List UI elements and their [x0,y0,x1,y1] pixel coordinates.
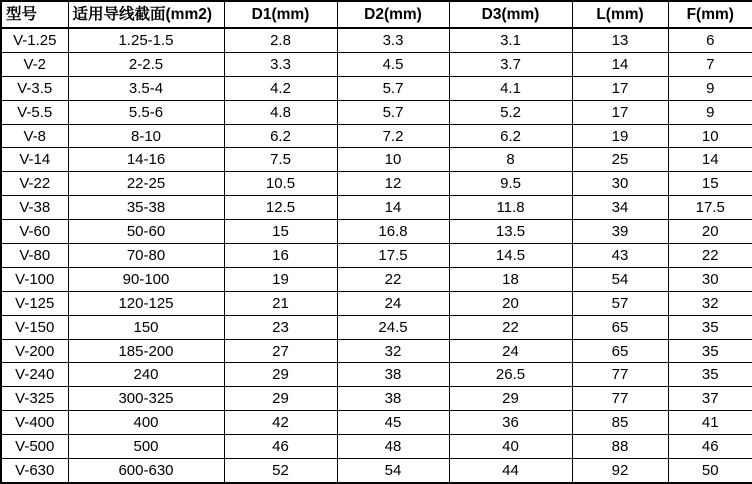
table-cell: 43 [572,244,668,268]
table-cell: 240 [68,363,224,387]
table-cell: 185-200 [68,339,224,363]
table-cell: 92 [572,459,668,483]
table-cell: 17.5 [668,196,752,220]
table-cell: 6 [668,28,752,52]
table-cell: 77 [572,387,668,411]
table-cell: 13.5 [449,220,572,244]
table-cell: 48 [337,435,449,459]
table-cell: 5.7 [337,76,449,100]
table-cell: 2.8 [224,28,337,52]
table-cell: 14 [337,196,449,220]
table-row [1,172,752,196]
table-cell: V-400 [1,411,68,435]
table-cell: 19 [224,267,337,291]
table-cell: V-80 [1,244,68,268]
column-header: 适用导线截面(mm2) [68,1,224,28]
table-cell: 37 [668,387,752,411]
table-cell: 16 [224,244,337,268]
table-cell: 50-60 [68,220,224,244]
table-row [1,196,752,220]
table-cell: 32 [337,339,449,363]
table-row [1,28,752,52]
table-cell: 24.5 [337,315,449,339]
table-cell: 45 [337,411,449,435]
column-header: D1(mm) [224,1,337,28]
table-cell: 50 [668,459,752,483]
table-cell: 34 [572,196,668,220]
table-cell: 16.8 [337,220,449,244]
column-header: F(mm) [668,1,752,28]
table-cell: 2-2.5 [68,52,224,76]
table-cell: 7.2 [337,124,449,148]
table-cell: 17 [572,76,668,100]
table-cell: V-1.25 [1,28,68,52]
table-cell: 19 [572,124,668,148]
table-row [1,52,752,76]
table-cell: 4.1 [449,76,572,100]
table-row [1,220,752,244]
table-cell: 38 [337,387,449,411]
table-row [1,76,752,100]
table-cell: 57 [572,291,668,315]
table-cell: V-125 [1,291,68,315]
table-cell: 14 [668,148,752,172]
table-cell: 14.5 [449,244,572,268]
table-cell: V-325 [1,387,68,411]
table-cell: 35 [668,315,752,339]
table-cell: 44 [449,459,572,483]
table-cell: 36 [449,411,572,435]
table-cell: 13 [572,28,668,52]
table-cell: 32 [668,291,752,315]
table-row [1,363,752,387]
table-cell: 42 [224,411,337,435]
table-cell: 10 [337,148,449,172]
table-cell: V-240 [1,363,68,387]
table-row [1,100,752,124]
table-row [1,148,752,172]
table-cell: 12.5 [224,196,337,220]
table-cell: 4.5 [337,52,449,76]
table-cell: V-500 [1,435,68,459]
table-cell: 15 [224,220,337,244]
table-row [1,315,752,339]
table-cell: 11.8 [449,196,572,220]
table-cell: V-38 [1,196,68,220]
table-row [1,124,752,148]
table-body [1,28,752,483]
table-cell: 4.8 [224,100,337,124]
table-cell: 52 [224,459,337,483]
table-cell: 25 [572,148,668,172]
table-row [1,267,752,291]
table-header-row [1,1,752,28]
table-cell: V-3.5 [1,76,68,100]
table-cell: 4.2 [224,76,337,100]
table-cell: 15 [668,172,752,196]
table-row [1,411,752,435]
table-cell: 88 [572,435,668,459]
table-cell: 29 [224,387,337,411]
table-cell: 40 [449,435,572,459]
table-cell: 46 [668,435,752,459]
table-cell: 5.7 [337,100,449,124]
table-cell: 22-25 [68,172,224,196]
table-cell: 17 [572,100,668,124]
table-cell: 14-16 [68,148,224,172]
table-row [1,387,752,411]
column-header: D2(mm) [337,1,449,28]
table-cell: 24 [337,291,449,315]
column-header: D3(mm) [449,1,572,28]
table-cell: 3.3 [337,28,449,52]
table-cell: 3.7 [449,52,572,76]
table-cell: 26.5 [449,363,572,387]
table-cell: V-2 [1,52,68,76]
table-cell: 54 [572,267,668,291]
table-cell: V-630 [1,459,68,483]
table-cell: 7 [668,52,752,76]
table-cell: 29 [224,363,337,387]
table-cell: V-60 [1,220,68,244]
column-header: L(mm) [572,1,668,28]
table-cell: 21 [224,291,337,315]
table-cell: 27 [224,339,337,363]
table-cell: V-14 [1,148,68,172]
table-cell: 8-10 [68,124,224,148]
table-cell: V-22 [1,172,68,196]
column-header: 型号 [1,1,68,28]
table-cell: V-5.5 [1,100,68,124]
table-cell: 600-630 [68,459,224,483]
table-cell: 20 [668,220,752,244]
table-cell: 29 [449,387,572,411]
table-cell: 3.3 [224,52,337,76]
table-cell: 85 [572,411,668,435]
table-cell: 400 [68,411,224,435]
table-cell: 10.5 [224,172,337,196]
table-cell: V-200 [1,339,68,363]
table-cell: 9 [668,100,752,124]
table-cell: 500 [68,435,224,459]
table-cell: 300-325 [68,387,224,411]
table-cell: 18 [449,267,572,291]
table-cell: 5.5-6 [68,100,224,124]
table-cell: 65 [572,339,668,363]
table-cell: 90-100 [68,267,224,291]
table-cell: 35 [668,363,752,387]
table-row [1,459,752,483]
table-cell: 5.2 [449,100,572,124]
table-cell: 22 [668,244,752,268]
table-cell: 12 [337,172,449,196]
table-cell: 39 [572,220,668,244]
table-cell: 24 [449,339,572,363]
table-cell: 7.5 [224,148,337,172]
table-cell: 120-125 [68,291,224,315]
table-cell: 22 [449,315,572,339]
table-cell: 9 [668,76,752,100]
table-cell: 8 [449,148,572,172]
table-cell: 1.25-1.5 [68,28,224,52]
table-row [1,244,752,268]
table-cell: V-100 [1,267,68,291]
table-cell: 41 [668,411,752,435]
table-cell: 70-80 [68,244,224,268]
table-cell: 23 [224,315,337,339]
table-cell: 38 [337,363,449,387]
table-cell: 35-38 [68,196,224,220]
table-cell: 54 [337,459,449,483]
table-cell: V-150 [1,315,68,339]
table-cell: 9.5 [449,172,572,196]
table-cell: 6.2 [449,124,572,148]
table-cell: 3.1 [449,28,572,52]
table-row [1,339,752,363]
table-cell: 65 [572,315,668,339]
table-cell: 77 [572,363,668,387]
table-cell: 17.5 [337,244,449,268]
table-row [1,435,752,459]
table-cell: 30 [668,267,752,291]
table-cell: 6.2 [224,124,337,148]
table-cell: V-8 [1,124,68,148]
table-cell: 3.5-4 [68,76,224,100]
table-cell: 20 [449,291,572,315]
table-cell: 30 [572,172,668,196]
table-cell: 150 [68,315,224,339]
table-cell: 35 [668,339,752,363]
table-row [1,291,752,315]
table-cell: 46 [224,435,337,459]
table-cell: 22 [337,267,449,291]
table-cell: 10 [668,124,752,148]
table-cell: 14 [572,52,668,76]
